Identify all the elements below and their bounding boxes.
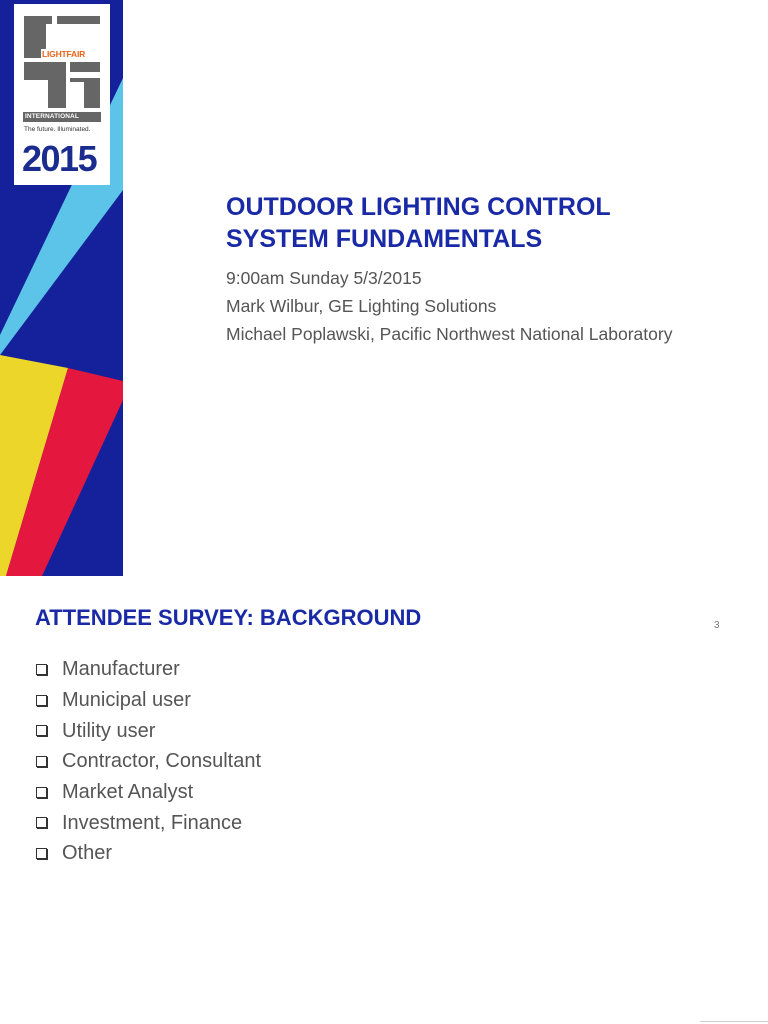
presenter-2: Michael Poplawski, Pacific Northwest National Laboratory [226,324,673,344]
option-label: Manufacturer [62,658,180,681]
option-label: Market Analyst [62,781,194,804]
logo-wordmark: LIGHTFAIR [42,49,86,59]
checkbox-icon[interactable] [36,695,47,706]
survey-option[interactable] [36,746,261,777]
survey-title: ATTENDEE SURVEY: BACKGROUND [35,605,422,630]
survey-option[interactable] [36,654,261,685]
survey-option[interactable] [36,838,261,869]
option-label: Utility user [62,719,156,742]
survey-option[interactable] [36,807,261,838]
checkbox-icon[interactable] [36,848,47,859]
checkbox-icon[interactable] [36,725,47,736]
title-line-1: OUTDOOR LIGHTING CONTROL [226,193,611,221]
logo-year: 2015 [22,138,97,179]
survey-slide [0,576,768,1024]
presenter-1: Mark Wilbur, GE Lighting Solutions [226,296,497,316]
survey-option[interactable] [36,777,261,808]
lf-logo-mark [24,16,100,108]
presentation-title [226,191,746,255]
option-label: Investment, Finance [62,811,243,834]
session-details [226,264,766,348]
checkbox-icon[interactable] [36,787,47,798]
option-label: Municipal user [62,689,191,712]
survey-option[interactable] [36,715,261,746]
lightfair-logo [14,4,110,185]
logo-tagline: The future. Illuminated. [24,126,91,133]
title-line-2: SYSTEM FUNDAMENTALS [226,225,543,253]
slide-number: 3 [714,620,720,631]
survey-option[interactable] [36,685,261,716]
session-schedule: 9:00am Sunday 5/3/2015 [226,268,422,288]
logo-international: INTERNATIONAL [23,112,101,122]
checkbox-icon[interactable] [36,756,47,767]
option-label: Other [62,842,113,865]
checkbox-icon[interactable] [36,664,47,675]
checkbox-icon[interactable] [36,817,47,828]
divider [700,1021,768,1022]
option-label: Contractor, Consultant [62,750,261,773]
survey-options [36,654,261,869]
